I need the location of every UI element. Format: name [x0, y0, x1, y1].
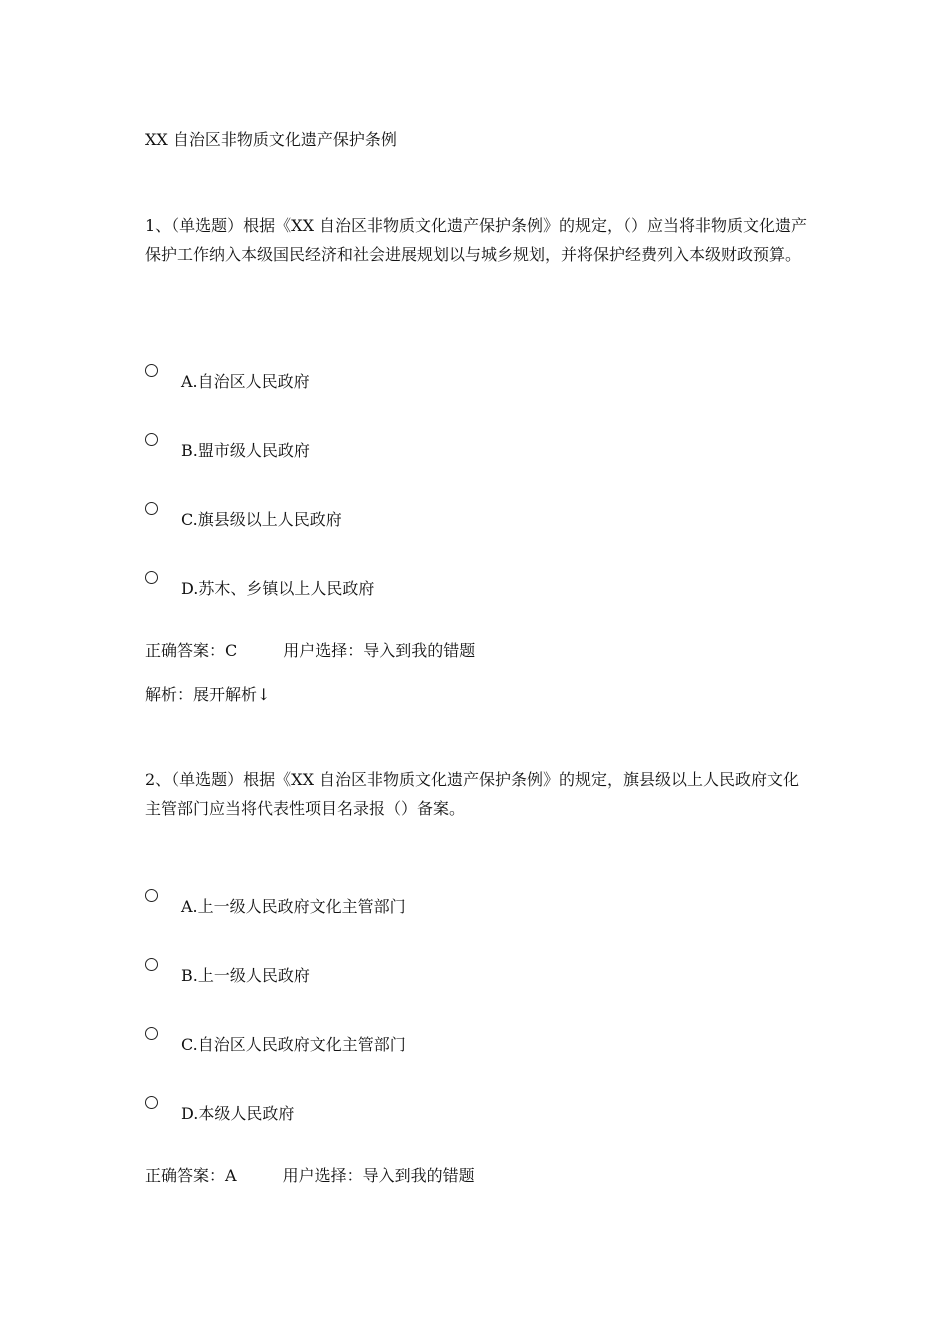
correct-answer: 正确答案：A [145, 1166, 237, 1185]
option-a-label[interactable]: A.自治区人民政府 [181, 372, 310, 391]
answer-row [145, 638, 475, 661]
option-d-radio[interactable] [145, 1096, 158, 1109]
option-c-label[interactable]: C.自治区人民政府文化主管部门 [181, 1035, 406, 1054]
option-b-radio[interactable] [145, 433, 158, 446]
add-to-wrong-questions-link[interactable]: 用户选择：导入到我的错题 [282, 1166, 475, 1185]
analysis-row [145, 682, 270, 705]
expand-analysis-link[interactable]: 展开解析↓ [193, 685, 271, 704]
option-b-label[interactable]: B.盟市级人民政府 [181, 441, 310, 460]
option-d-label[interactable]: D.苏木、乡镇以上人民政府 [181, 579, 375, 598]
option-c-label[interactable]: C.旗县级以上人民政府 [181, 510, 342, 529]
option-b-label[interactable]: B.上一级人民政府 [181, 966, 310, 985]
option-b-radio[interactable] [145, 958, 158, 971]
question-1-text: 1、（单选题）根据《XX 自治区非物质文化遗产保护条例》的规定，（）应当将非物质文化遗产保护工作纳入本级国民经济和社会进展规划以与城乡规划，并将保护经费列入本级财政预算。 [145, 216, 808, 264]
document-title: XX 自治区非物质文化遗产保护条例 [145, 130, 397, 149]
question-2-text: 2、（单选题）根据《XX 自治区非物质文化遗产保护条例》的规定，旗县级以上人民政府文化主管部门应当将代表性项目名录报（）备案。 [145, 770, 800, 818]
analysis-label: 解析： [145, 685, 194, 704]
option-c-radio[interactable] [145, 1027, 158, 1040]
answer-row [145, 1163, 475, 1186]
option-c-radio[interactable] [145, 502, 158, 515]
add-to-wrong-questions-link[interactable]: 用户选择：导入到我的错题 [283, 641, 476, 660]
option-a-label[interactable]: A.上一级人民政府文化主管部门 [181, 897, 406, 916]
option-a-radio[interactable] [145, 889, 158, 902]
option-d-radio[interactable] [145, 571, 158, 584]
option-a-radio[interactable] [145, 364, 158, 377]
correct-answer: 正确答案：C [145, 641, 238, 660]
option-d-label[interactable]: D.本级人民政府 [181, 1104, 295, 1123]
